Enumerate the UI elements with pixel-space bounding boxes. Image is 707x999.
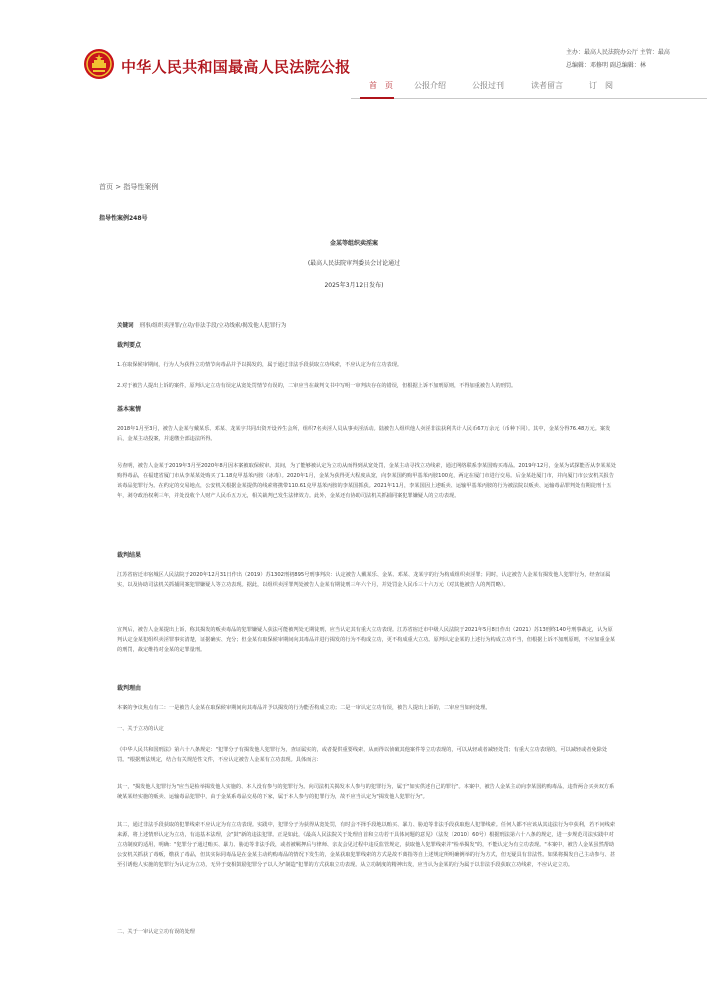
breadcrumb-section[interactable]: 指导性案例 [123, 183, 159, 191]
keywords [117, 321, 286, 329]
nav-about[interactable]: 公报介绍 [414, 81, 446, 90]
keywords-text: 刑事/组织卖淫罪/立功/非法手段/立功线索/揭发他人犯罪行为 [139, 323, 287, 329]
nav-messages[interactable]: 读者留言 [531, 81, 563, 90]
nav-divider [351, 98, 707, 99]
paragraph: 江苏省宿迁市宿城区人民法院于2020年12月31日作出（2019）苏1302刑初895号刑事判决：认定被告人戴某乐、金某、邓某、龙某宇的行为构成组织卖淫罪；同时，认定被告人金某有揭发他人犯罪行为，经查证属实，以及协助司法机关抓捕同案犯罪嫌疑人等立功表现。据此，以组织卖淫罪判处被告人金某有期徒刑三年六个月，并处罚金人民币三十六万元（对其他被告人的判罚略）。 [117, 572, 611, 588]
paragraph: 《中华人民共和国刑法》第六十八条规定："犯罪分子有揭发他人犯罪行为，查证属实的，或者提供重要线索，从而得以侦破其他案件等立功表现的，可以从轻或者减轻处罚；有重大立功表现的，可以减轻或者免除处罚。"根据刑法规定，结合有关规范性文件，不应认定被告人金某有立功表现。具体而言： [117, 747, 608, 763]
site-header [0, 0, 707, 100]
national-emblem-icon [83, 48, 115, 80]
nav-active-indicator [360, 97, 394, 99]
heading-judgment-reasons: 裁判理由 [117, 685, 142, 692]
breadcrumb [99, 182, 158, 192]
subheading-first-instance-error: 二、关于一审认定立功有误的处理 [117, 929, 195, 935]
paragraph: 其二，通过非法手段获取的犯罪线索不应认定为有立功表现。实践中，犯罪分子为获得从宽处罚，有时会不择手段地以贿买、暴力、胁迫等非法手段获取他人犯罪线索。任何人都不应该从其违法行为中获利，若不问线索来源，将上述情形认定为立功，有违基本法理，会"鼓"新的违法犯罪。正是如此，《最高人民法院关于处理自首和立功若干具体问题的意见》（法发〔2010〕60号）根据刑法第六十八条的规定，进一步规范司法实践中对立功制度的适用，明确："犯罪分子通过贿买、暴力、胁迫等非法手段，或者被羁押后与律师、亲友会见过程中违反监管规定，获取他人犯罪线索并"检举揭发"的，不能认定为有立功表现。"本案中，被告人金某虽然帮助公安机关抓获了毒贩，缴获了毒品，但其实际同毒品是在金某主动约购毒品的情况下发生的，金某获取犯罪线索的方式是故不离指等自上述规定所明确例举的行为方式，但无疑具有非法性。如果将揭发自己主动参与、甚至引诱他人实施的犯罪行为认定为立功，无异于变相鼓励犯罪分子以人为"制造"犯罪的方式获取立功表现。从立功制度的精神出发，应当认为金某的行为属于以非法手段获取立功线索，不应认定立功。 [117, 822, 616, 868]
heading-key-points: 裁判要点 [117, 342, 142, 349]
heading-judgment-result: 裁判结果 [117, 552, 142, 559]
nav-subscribe[interactable]: 订 阅 [589, 81, 613, 90]
paragraph: 2.对于被告人提出上诉的案件，原判认定立功有误定从宽处罚情节有误的，二审应当在裁判文书中写明一审判决存在的错误，但根据上诉不加刑原则，不得加重被告人的刑罚。 [117, 383, 517, 389]
article-title: 金某等组织卖淫案 [329, 240, 378, 247]
site-title: 中华人民共和国最高人民法院公报 [121, 58, 351, 76]
paragraph: 本案的争议焦点有二：一是被告人金某在取保候审期间向其毒品并予以揭发的行为能否构成立功；二是一审认定立功有误，被告人提出上诉的，二审应当如何处理。 [117, 705, 491, 711]
paragraph: 其一，"揭发他人犯罪行为"应当是检举揭发他人实施的、本人没有参与的犯罪行为。向司法机关揭发本人参与的犯罪行为，属于"如实供述自己的罪行"。本案中，被告人金某主动向李某国约购毒品，违背两合买卖双方系统某某经实施的贩卖、运输毒品犯罪中，由于金某系毒品交易的下家，属于本人参与的犯罪行为，故不应当认定为"揭发他人犯罪行为"。 [117, 784, 615, 800]
article-subtitle: (最高人民法院审判委员会讨论通过 [307, 260, 401, 267]
paragraph: 1.在取保候审期间，行为人为获得立功情节向毒品并予以揭发的，属于通过非法手段获取立功线索，不应认定为有立功表现。 [117, 362, 403, 368]
heading-basic-facts: 基本案情 [117, 406, 142, 413]
paragraph: 2018年1月至3月，被告人金某与戴某乐、邓某、龙某宇共同出资开设养生会所，组织7名卖淫人员从事卖淫活动。陆被告人组织他人卖淫非法获利共计人民币67万余元（币种下同）。其中，金某分得76.48万元。案发后，金某主动投案，并退缴全部违法所得。 [117, 426, 611, 442]
breadcrumb-separator: > [113, 183, 124, 191]
breadcrumb-home[interactable]: 首页 [99, 183, 113, 191]
case-number: 指导性案例248号 [99, 215, 148, 222]
publish-date: 2025年3月12日发布) [324, 282, 384, 289]
subheading-merit-determination: 一、关于立功的认定 [117, 726, 164, 732]
main-nav [351, 76, 707, 96]
paragraph: 另查明，被告人金某于2019年3月至2020年8月因本案被取保候审。其间，为了能够被认定为立功从而得到从宽处罚，金某主动寻找立功线索，通过网络联系李某国购买毒品。2019年12月，金某为试探能否从李某某处购得毒品，在福建省厦门市从李某某处购买了1.18克甲基苯丙胺（冰毒）。2020年1月，金某为获得更大程度从宽，向李某国约购甲基苯丙胺100克，两定在厦门市进行交易。后金某赴厦门市，并向厦门市公安机关报告该毒品犯罪行为。在约定的交易地点，公安机关根据金某提供的线索将携带110.61克甲基苯丙胺的李某国抓获。2021年11月，李某国因上述贩卖、运输甲基苯丙胺的行为被法院以贩卖、运输毒品罪判处有期徒刑十五年，剥夺政治权利三年，并处没收个人财产人民币五万元，相关裁判已发生法律效力。此外，金某还有协助司法机关抓捕同案犯罪嫌疑人的立功表现。 [117, 463, 616, 499]
keywords-label: 关键词 [117, 323, 134, 329]
paragraph: 宣判后，被告人金某提出上诉，称其揭发的贩卖毒品的犯罪嫌疑人获法可能被判处无期徒刑，应当认定其有重大立功表现。江苏省宿迁市中级人民法院于2021年5月8日作出（2021）苏13刑终140号刑事裁定，认为原判认定金某犯组织卖淫罪事实清楚，证据确实、充分；但金某有取保候审期间向其毒品并进行揭发的行为不构成立功，更不构成重大立功。原判认定金某的上述行为构成立功不当，但根据上诉不加刑原则，不应加重金某的刑罚，裁定维持对金某的定罪量刑。 [117, 627, 616, 653]
publisher-info: 主办：最高人民法院办公厅 主管：最高 [566, 49, 670, 56]
nav-archive[interactable]: 公报过刊 [472, 81, 504, 90]
nav-home[interactable]: 首 页 [369, 81, 393, 90]
editor-info: 总编辑：邓修明 副总编辑：林 [566, 62, 646, 69]
